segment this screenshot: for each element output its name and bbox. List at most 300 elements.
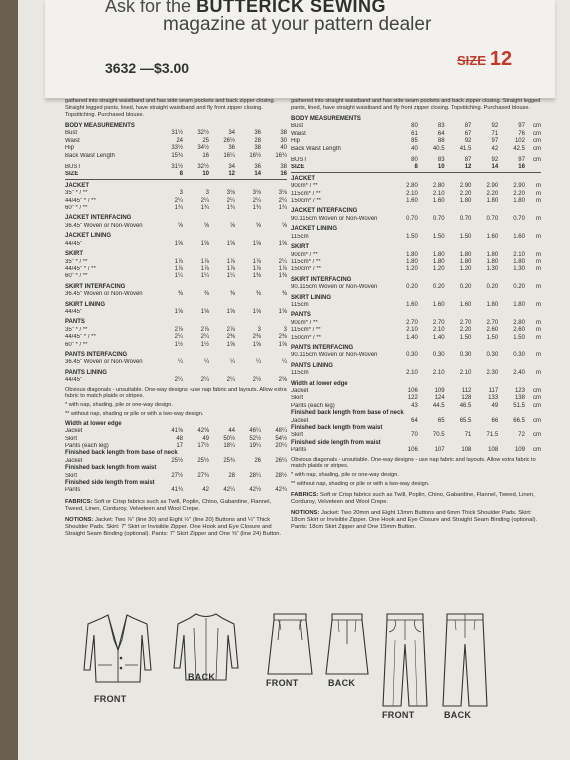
row-value: 14 <box>254 171 261 178</box>
row-value: 1⅝ <box>278 240 287 247</box>
row-unit: cm <box>532 138 541 145</box>
row-value: 2¼ <box>200 377 209 384</box>
table-row <box>65 130 287 137</box>
row-label: Waist <box>291 130 306 137</box>
row-value: 38 <box>254 145 261 152</box>
skirt-back-label: BACK <box>328 678 356 688</box>
row-label: 35" * / ** <box>65 326 88 333</box>
row-value: 12 <box>228 171 235 178</box>
row-value: 42¼ <box>223 487 235 494</box>
row-value: 16½ <box>249 152 261 159</box>
row-value: 1.60 <box>513 233 525 240</box>
row-value: 128 <box>461 395 472 402</box>
row-value: 50½ <box>223 435 235 442</box>
row-value: 1.80 <box>432 258 445 265</box>
row-label: Bust <box>291 123 304 130</box>
row-value: 2.70 <box>486 319 499 326</box>
row-value: 1⅝ <box>174 308 183 315</box>
row-value: 1¼ <box>200 273 209 280</box>
row-value: 12 <box>464 164 472 171</box>
table-row <box>291 395 541 402</box>
row-unit: m <box>535 334 541 341</box>
table-row <box>65 377 287 384</box>
row-value: 1.20 <box>459 266 472 273</box>
row-value: 3 <box>179 190 183 197</box>
row-value: 2.70 <box>406 319 418 326</box>
row-unit: cm <box>532 145 541 152</box>
notions-label: NOTIONS: <box>291 509 320 516</box>
row-value: ⅝ <box>229 222 235 229</box>
row-value: 1⅝ <box>278 341 287 348</box>
row-value: 2.10 <box>406 327 418 334</box>
table-row <box>291 164 541 172</box>
row-value: 1.80 <box>459 198 472 205</box>
row-value: 102 <box>514 138 525 145</box>
row-value: 122 <box>407 395 418 402</box>
row-unit: cm <box>532 402 541 409</box>
row-value: 1.40 <box>432 334 445 341</box>
row-value: 1.80 <box>513 198 525 205</box>
row-label: 90.115cm Woven or Non-Woven <box>291 284 378 291</box>
row-value: 54½ <box>275 435 287 442</box>
row-value: 70 <box>411 432 418 439</box>
row-value: 40 <box>411 145 418 152</box>
row-label: Back Waist Length <box>291 145 341 152</box>
row-value: 1⅝ <box>226 240 235 247</box>
row-value: 2.70 <box>459 319 472 326</box>
row-label: 36.45" Woven or Non-Woven <box>65 222 143 229</box>
waist-length-heading: Finished back length from waist <box>65 465 157 472</box>
row-label: 115cm* / ** <box>291 190 321 197</box>
row-value: 2.90 <box>459 183 472 190</box>
back-length-heading: Finished back length from base of neck <box>291 410 404 417</box>
row-value: 1⅜ <box>278 273 287 280</box>
row-value: 138 <box>514 395 525 402</box>
row-value: 2.80 <box>406 183 418 190</box>
notions-value: Jacket: Two ⅞" (line 30) and Eight ½" (line 20) Buttons and ¼" Thick Shoulder Pads. Skirt: 7" Skirt or Invisible Zipper. One Hook and Eye Closure and Straight Seam Binding (optional). Pants: 7" Skirt Zipper and One ⅝" (line 24) Button. <box>65 516 282 537</box>
side-length-heading: Finished side length from waist <box>291 439 381 446</box>
jacket-back-label: BACK <box>188 672 216 682</box>
row-value: 1.20 <box>432 266 445 273</box>
row-value: 1.80 <box>513 258 525 265</box>
row-value: 38 <box>280 164 287 171</box>
row-value: 0.20 <box>406 284 418 291</box>
row-value: 1.80 <box>406 258 418 265</box>
row-value: 1⅝ <box>200 240 209 247</box>
row-value: 32½ <box>197 130 209 137</box>
row-value: 1.30 <box>486 266 499 273</box>
table-row <box>291 266 541 273</box>
table-row <box>65 198 287 205</box>
row-value: 117 <box>488 388 499 394</box>
table-row <box>291 335 541 342</box>
row-value: 2¼ <box>174 334 183 341</box>
row-value: 1.80 <box>486 198 499 205</box>
row-value: 8 <box>179 171 183 178</box>
row-value: 49 <box>202 435 209 442</box>
imperial-yardage-column <box>65 98 287 538</box>
section-heading: PANTS LINING <box>65 369 107 376</box>
table-row <box>65 327 287 334</box>
row-value: 1⅞ <box>200 265 209 272</box>
row-value: 83 <box>437 123 445 130</box>
row-value: 18¼ <box>223 443 235 449</box>
table-row <box>291 191 541 198</box>
row-value: 1.80 <box>513 301 525 308</box>
row-value: 1¼ <box>226 273 235 280</box>
row-unit: cm <box>532 388 541 394</box>
row-value: 32½ <box>197 164 209 171</box>
row-unit: m <box>535 233 541 240</box>
skirt-front-drawing <box>260 610 320 680</box>
table-row <box>291 432 541 439</box>
row-value: 27¾ <box>197 472 209 479</box>
row-value: 16 <box>280 171 287 178</box>
row-value: 3⅛ <box>252 190 261 197</box>
table-row <box>291 123 541 130</box>
no-nap-note: ** without nap, shading or pile or with a two-way design. <box>65 410 204 417</box>
row-label: Back Waist Length <box>65 152 115 159</box>
section-heading: JACKET <box>291 175 316 182</box>
row-unit: cm <box>532 130 541 137</box>
notions-label: NOTIONS: <box>65 516 94 523</box>
row-value: 31½ <box>171 164 183 171</box>
table-row <box>65 190 287 197</box>
width-heading: Width at lower edge <box>65 420 122 427</box>
row-value: ¼ <box>281 359 287 366</box>
back-length-heading: Finished back length from base of neck <box>65 450 178 457</box>
row-value: 1.40 <box>406 334 418 341</box>
row-value: ¼ <box>203 359 209 366</box>
row-value: 1.80 <box>486 251 499 258</box>
row-value: 42⅝ <box>197 428 209 435</box>
row-value: 1.80 <box>406 251 418 258</box>
row-unit: cm <box>532 447 541 454</box>
table-row <box>291 234 541 241</box>
row-value: 25¾ <box>223 457 235 464</box>
row-value: 16 <box>518 164 525 171</box>
row-value: 1⅝ <box>200 308 209 315</box>
row-value: 1½ <box>200 341 209 348</box>
row-value: 2¼ <box>174 377 183 384</box>
row-unit: m <box>535 215 541 222</box>
row-value: 3 <box>205 190 209 197</box>
table-row <box>291 259 541 266</box>
row-value: 109 <box>514 447 525 454</box>
row-value: 1¾ <box>200 205 209 212</box>
row-unit: cm <box>532 432 541 439</box>
row-value: 44 <box>228 428 235 435</box>
row-value: 0.70 <box>459 215 472 222</box>
row-value: ⅜ <box>229 291 235 298</box>
row-value: ⅜ <box>281 291 287 298</box>
row-value: 8 <box>414 164 418 171</box>
row-label: 44/45" <box>65 240 83 247</box>
row-label: 115cm* / ** <box>291 258 321 265</box>
row-label: Skirt <box>291 395 303 402</box>
row-value: 42¾ <box>275 487 287 494</box>
magazine-line: magazine at your pattern dealer <box>163 14 432 35</box>
row-value: 2.10 <box>459 370 472 377</box>
row-label: 115cm <box>291 233 309 240</box>
row-value: 31½ <box>171 130 183 137</box>
row-value: 1½ <box>174 341 183 348</box>
row-value: 2.90 <box>513 183 525 190</box>
row-value: 80 <box>411 157 418 164</box>
section-heading: JACKET INTERFACING <box>291 208 358 215</box>
row-value: 65 <box>437 417 445 424</box>
section-heading: JACKET LINING <box>65 233 112 240</box>
row-value: 17½ <box>197 443 209 449</box>
row-value: 72 <box>518 432 525 439</box>
table-row <box>291 388 541 395</box>
row-value: 1.80 <box>432 251 445 258</box>
row-value: 2¼ <box>278 258 287 265</box>
row-value: 26 <box>254 457 261 464</box>
row-label: 115cm* / ** <box>291 327 321 334</box>
table-row <box>291 320 541 327</box>
table-row <box>65 428 287 435</box>
row-value: 34½ <box>197 145 209 152</box>
row-value: 87 <box>464 157 472 164</box>
row-value: 1.80 <box>486 301 499 308</box>
table-row <box>291 403 541 410</box>
row-unit: cm <box>532 395 541 402</box>
row-label: 150cm* / ** <box>291 334 322 341</box>
fabrics-value: Soft or Crisp fabrics such as Twill, Poplin, Chino, Gabardine, Flannel, Tweed, Linen, Corduroy, Velveteen and Wool Crepe. <box>65 498 272 512</box>
pants-front-drawing <box>375 610 435 710</box>
section-heading: JACKET INTERFACING <box>65 215 132 222</box>
row-value: 1¾ <box>252 205 261 212</box>
row-unit: m <box>535 301 541 308</box>
row-value: 1.60 <box>406 301 418 308</box>
row-value: 17 <box>176 443 183 449</box>
row-value: 2.20 <box>459 190 472 197</box>
table-row <box>65 145 287 152</box>
row-label: 115cm <box>291 370 309 377</box>
skirt-front-label: FRONT <box>266 678 299 688</box>
row-label: 90.115cm Woven or Non-Woven <box>291 352 378 359</box>
table-row <box>65 266 287 273</box>
row-unit: m <box>535 183 541 190</box>
row-value: 41.5 <box>459 145 472 152</box>
size-badge: SIZE 12 <box>457 48 513 70</box>
row-value: 2.80 <box>513 319 525 326</box>
row-value: 16¼ <box>223 152 235 159</box>
section-heading: SKIRT INTERFACING <box>291 276 352 283</box>
row-value: 46¼ <box>249 428 261 435</box>
row-label: 35" * / ** <box>65 190 88 197</box>
row-value: 3⅛ <box>278 190 287 197</box>
row-label: Bust <box>65 130 78 137</box>
table-row <box>291 447 541 454</box>
row-value: 25½ <box>197 457 209 464</box>
row-value: 0.70 <box>513 215 525 222</box>
row-label: 36.45" Woven or Non-Woven <box>65 359 143 366</box>
row-unit: m <box>535 370 541 377</box>
row-value: 42 <box>202 487 209 494</box>
row-value: 16¾ <box>275 152 287 159</box>
table-row <box>65 342 287 349</box>
row-value: 76 <box>518 130 525 137</box>
row-value: 3 <box>257 326 261 333</box>
no-nap-note: ** without nap, shading or pile or with a two-way design. <box>291 481 430 488</box>
row-label: Hip <box>65 145 75 152</box>
row-value: 1⅝ <box>226 308 235 315</box>
row-value: 40.5 <box>432 145 445 152</box>
row-unit: m <box>535 190 541 197</box>
row-label: 44/45" * / ** <box>65 197 96 204</box>
row-value: 64 <box>437 130 445 137</box>
row-value: 25½ <box>171 457 183 464</box>
row-label: 35" * / ** <box>65 258 88 265</box>
row-unit <box>525 164 541 171</box>
row-value: 2½ <box>252 377 261 384</box>
row-value: 1⅝ <box>226 341 235 348</box>
row-value: 0.30 <box>459 352 472 359</box>
row-value: 0.20 <box>513 284 525 291</box>
row-value: 51.5 <box>513 402 525 409</box>
table-row <box>291 418 541 425</box>
row-value: 1.60 <box>486 233 499 240</box>
row-value: 2¼ <box>174 197 183 204</box>
table-row <box>65 164 287 171</box>
row-value: 1.50 <box>459 233 472 240</box>
row-unit: m <box>535 266 541 273</box>
row-value: 10 <box>202 171 209 178</box>
row-value: 0.30 <box>432 352 445 359</box>
table-row <box>65 259 287 266</box>
row-value: 64 <box>411 417 418 424</box>
row-value: 66.5 <box>513 417 525 424</box>
row-value: 28¼ <box>249 472 261 479</box>
section-heading: JACKET LINING <box>291 226 338 233</box>
row-value: 28 <box>228 472 235 479</box>
row-value: 27½ <box>171 472 183 479</box>
section-heading: JACKET <box>65 182 90 189</box>
row-value: 1.50 <box>406 233 418 240</box>
row-label: SIZE <box>65 171 79 178</box>
row-value: 71 <box>491 130 499 137</box>
table-row <box>65 458 287 465</box>
row-value: 0.20 <box>432 284 445 291</box>
row-value: 87 <box>464 123 472 130</box>
section-heading: PANTS INTERFACING <box>65 351 128 358</box>
fabrics-label: FABRICS: <box>65 498 93 505</box>
row-value: 3⅛ <box>226 190 235 197</box>
row-value: ⅝ <box>255 222 261 229</box>
row-value: 1.80 <box>486 258 499 265</box>
row-value: 42½ <box>249 487 261 494</box>
table-row <box>65 359 287 366</box>
row-value: 0.70 <box>406 215 418 222</box>
table-row <box>65 473 287 480</box>
row-unit: m <box>535 284 541 291</box>
row-value: 2.60 <box>513 327 525 334</box>
row-value: 1⅞ <box>278 265 287 272</box>
line-drawings <box>70 610 540 760</box>
row-value: 1.50 <box>513 334 525 341</box>
row-label: 36.45" Woven or Non-Woven <box>65 291 143 298</box>
row-value: 1.60 <box>406 198 418 205</box>
row-value: 34 <box>228 164 235 171</box>
ask-line: Ask for the BUTTERICK SEWING <box>105 0 387 16</box>
section-heading: PANTS <box>65 319 85 326</box>
row-value: 2.60 <box>486 327 499 334</box>
row-value: 3 <box>283 326 287 333</box>
section-heading: SKIRT INTERFACING <box>65 283 126 290</box>
row-unit: m <box>535 251 541 258</box>
row-value: 2.20 <box>513 190 525 197</box>
row-value: 1⅞ <box>200 258 209 265</box>
row-value: 36 <box>254 130 261 137</box>
row-unit: cm <box>532 157 541 164</box>
row-label: 60" * / ** <box>65 273 88 280</box>
metric-yardage-column <box>291 98 541 531</box>
row-value: 133 <box>488 395 499 402</box>
row-value: 108 <box>488 447 499 454</box>
row-value: 46.5 <box>459 402 472 409</box>
row-value: 2¼ <box>226 197 235 204</box>
row-value: 2.70 <box>432 319 445 326</box>
row-value: 109 <box>434 388 445 394</box>
row-value: 26½ <box>223 137 235 144</box>
row-value: 1.60 <box>432 301 445 308</box>
row-value: 92 <box>464 138 472 145</box>
diagonals-note: Obvious diagonals - unsuitable. One-way designs -use nap fabric and layouts. Allow extra fabric to match plaids or stripes. <box>65 386 287 400</box>
row-value: 2⅜ <box>226 334 235 341</box>
row-label: Jacket <box>65 457 83 464</box>
row-value: 92 <box>491 123 499 130</box>
section-heading: PANTS <box>291 312 311 319</box>
row-value: 1.60 <box>432 198 445 205</box>
row-value: ¼ <box>177 359 183 366</box>
row-value: 33½ <box>171 145 183 152</box>
row-value: 0.20 <box>459 284 472 291</box>
row-value: 85 <box>411 138 418 145</box>
row-value: 1⅞ <box>252 258 261 265</box>
row-value: 2¼ <box>278 197 287 204</box>
row-label: Jacket <box>65 428 83 435</box>
row-value: 38 <box>280 130 287 137</box>
table-row <box>291 183 541 190</box>
row-value: 1⅝ <box>252 240 261 247</box>
row-value: 1⅝ <box>278 308 287 315</box>
row-value: 106 <box>407 388 418 394</box>
side-length-heading: Finished side length from waist <box>65 480 155 487</box>
row-value: 2¼ <box>200 197 209 204</box>
row-value: 123 <box>514 388 525 394</box>
row-value: 97 <box>518 157 525 164</box>
section-heading: SKIRT <box>65 251 83 258</box>
row-label: SIZE <box>291 164 305 171</box>
row-value: 1⅞ <box>226 265 235 272</box>
table-row <box>65 273 287 280</box>
table-row <box>65 291 287 298</box>
row-value: 36 <box>254 164 261 171</box>
row-value: 0.70 <box>486 215 499 222</box>
row-value: 0.30 <box>406 352 418 359</box>
jacket-front-label: FRONT <box>94 694 127 704</box>
row-value: 15¾ <box>171 152 183 159</box>
table-row <box>65 205 287 212</box>
row-value: ¼ <box>255 359 261 366</box>
row-label: Jacket <box>291 417 309 424</box>
row-value: 92 <box>491 157 499 164</box>
row-value: 2¼ <box>226 377 235 384</box>
row-unit: m <box>535 319 541 326</box>
row-value: 2¼ <box>200 334 209 341</box>
